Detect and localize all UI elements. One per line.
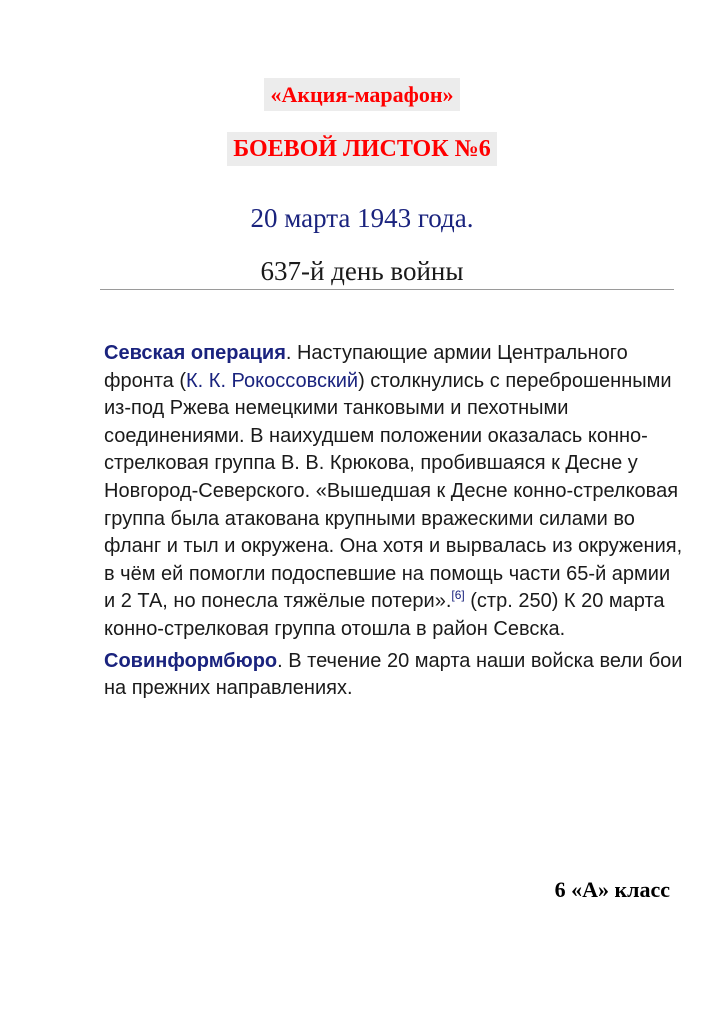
leaflet-title-line xyxy=(0,136,724,163)
paragraph-text: . Наступающие армии Центрального фронта ( xyxy=(104,342,628,392)
war-day-line: 637-й день войны xyxy=(260,256,464,286)
footnote-reference[interactable]: [6] xyxy=(451,588,465,603)
leaflet-title: БОЕВОЙ ЛИСТОК №6 xyxy=(227,132,496,166)
paragraph-text: ) столкнулись с переброшенными из-под Ржева немецкими танковыми и пехотными соединениями. В наихудшем положении оказалась конно-стрелковая группа В. В. Крюкова, пробившаяся к Десне у Новгород-Северского. «Вышедшая к Десне конно-стрелковая группа была атакована крупными вражескими силами во фланг и тыл и окружена. Она хотя и вырвалась из окружения, в чём ей помогли подоспевшие на помощь части 65-й армии и 2 ТА, но понесла тяжёлые потери». xyxy=(104,369,683,613)
class-label: 6 «А» класс xyxy=(554,877,670,902)
action-title: «Акция-марафон» xyxy=(264,78,459,111)
commander-link[interactable]: К. К. Рокоссовский xyxy=(186,369,359,392)
paragraph-sovinformburo xyxy=(104,648,684,703)
paragraph-sevsk-operation xyxy=(104,340,684,644)
sovinformburo-heading[interactable]: Совинформбюро xyxy=(104,649,278,672)
action-title-line xyxy=(0,82,724,108)
paragraph-text: (стр. 250) К 20 марта конно-стрелковая группа отошла в район Севска. xyxy=(104,590,665,640)
sevsk-operation-heading[interactable]: Севская операция xyxy=(104,342,286,364)
divider-rule xyxy=(100,289,674,290)
date-line: 20 марта 1943 года. xyxy=(250,203,474,233)
article-body xyxy=(104,340,684,703)
paragraph-text: . В течение 20 марта наши войска вели бои на прежних направлениях. xyxy=(104,649,683,700)
